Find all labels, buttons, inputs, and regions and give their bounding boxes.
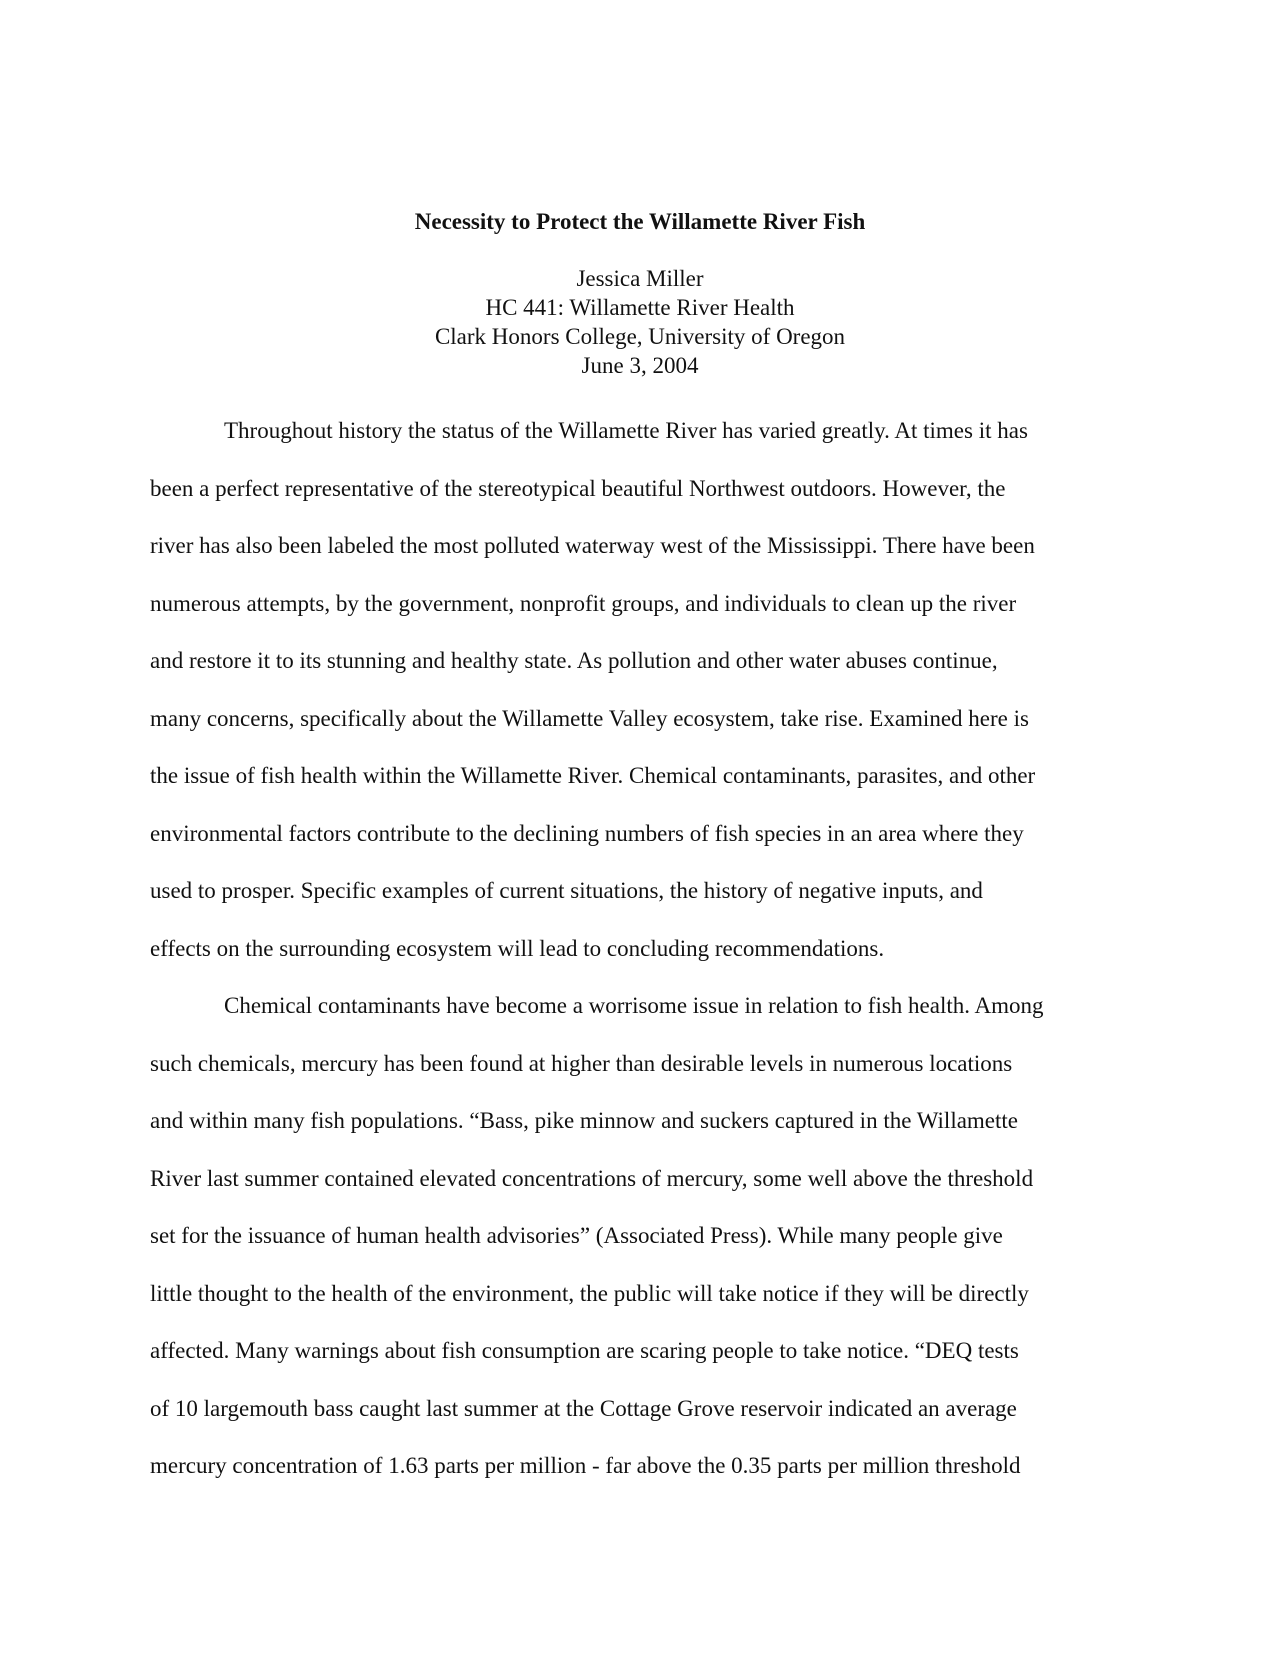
paragraph-line: and restore it to its stunning and healthy state. As pollution and other water abuses continue, — [150, 648, 998, 673]
author-block — [0, 264, 1280, 380]
paragraph-line: and within many fish populations. “Bass, pike minnow and suckers captured in the Willamette — [150, 1108, 1019, 1133]
course-name: HC 441: Willamette River Health — [485, 295, 795, 320]
paragraph-line: numerous attempts, by the government, nonprofit groups, and individuals to clean up the river — [150, 590, 1017, 616]
paragraph-line: environmental factors contribute to the declining numbers of fish species in an area where they — [150, 820, 1024, 846]
paragraph-line: used to prosper. Specific examples of current situations, the history of negative inputs, and — [150, 878, 983, 903]
paragraph-line: little thought to the health of the environment, the public will take notice if they will be directly — [150, 1280, 1029, 1306]
paragraph-line: been a perfect representative of the stereotypical beautiful Northwest outdoors. However, the — [150, 475, 1006, 501]
paragraph-line: the issue of fish health within the Willamette River. Chemical contaminants, parasites, and other — [150, 763, 1036, 788]
author-name: Jessica Miller — [576, 266, 704, 291]
paragraph-line: River last summer contained elevated concentrations of mercury, some well above the threshold — [150, 1165, 1034, 1191]
institution-name: Clark Honors College, University of Oregon — [434, 324, 846, 349]
paragraph-line: such chemicals, mercury has been found at higher than desirable levels in numerous locations — [150, 1050, 1013, 1076]
document-date: June 3, 2004 — [581, 353, 699, 378]
paragraph-line: set for the issuance of human health advisories” (Associated Press). While many people give — [150, 1223, 1003, 1248]
paragraph-line: mercury concentration of 1.63 parts per million - far above the 0.35 parts per million threshold — [150, 1453, 1021, 1478]
paragraph-line: effects on the surrounding ecosystem will lead to concluding recommendations. — [150, 935, 885, 961]
paragraph-line: Chemical contaminants have become a worrisome issue in relation to fish health. Among — [224, 993, 1044, 1018]
paragraph-line: many concerns, specifically about the Willamette Valley ecosystem, take rise. Examined here is — [150, 705, 1029, 731]
paragraph-line: affected. Many warnings about fish consumption are scaring people to take notice. “DEQ tests — [150, 1338, 1019, 1363]
body-text — [150, 402, 1130, 1495]
paragraph-line: Throughout history the status of the Willamette River has varied greatly. At times it has — [224, 418, 1028, 443]
paragraph-line: of 10 largemouth bass caught last summer at the Cottage Grove reservoir indicated an average — [150, 1395, 1017, 1421]
document-title: Necessity to Protect the Willamette River Fish — [414, 209, 866, 234]
paragraph-line: river has also been labeled the most polluted waterway west of the Mississippi. There have been — [150, 533, 1035, 558]
